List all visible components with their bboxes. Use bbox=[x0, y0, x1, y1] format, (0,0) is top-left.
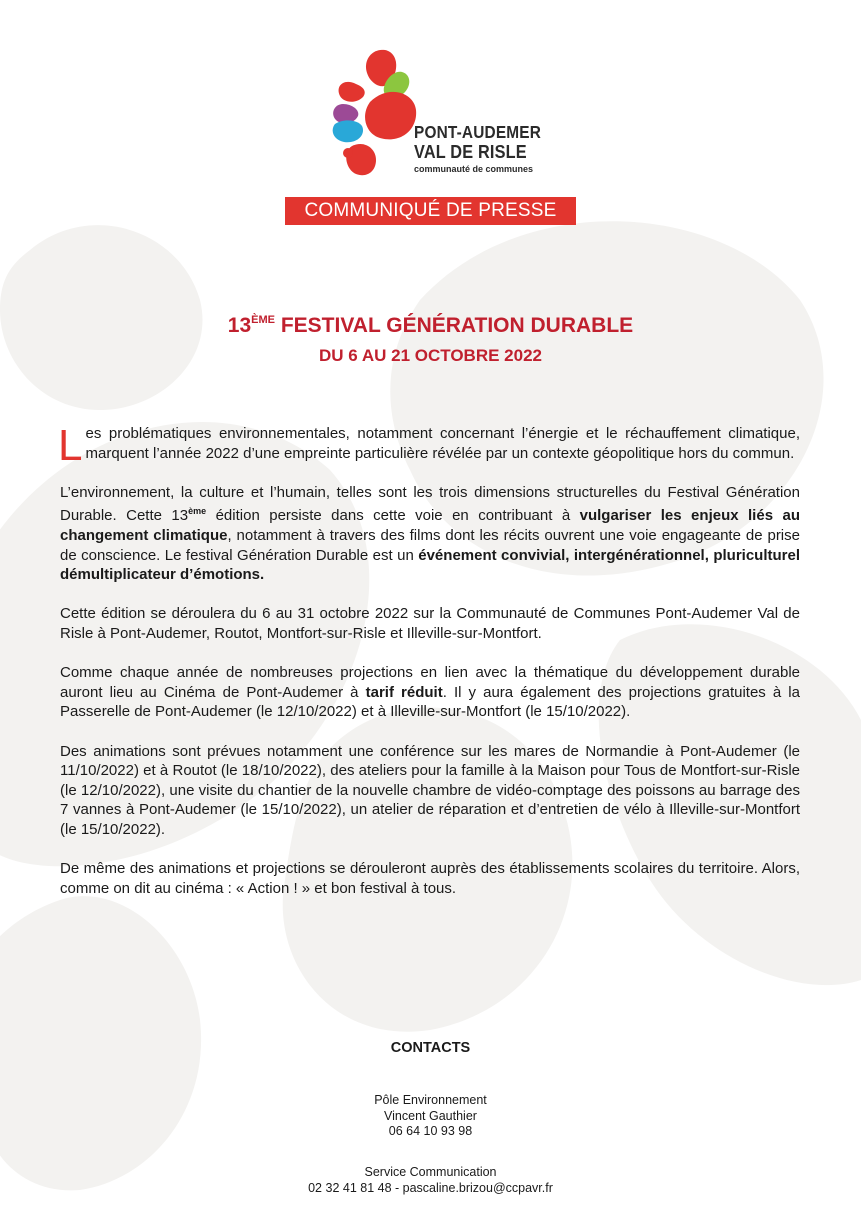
flower-petals-icon bbox=[330, 44, 420, 184]
press-release-banner: COMMUNIQUÉ DE PRESSE bbox=[285, 197, 576, 225]
emphasis-text: vulgariser les enjeux liés au changement climatique bbox=[60, 507, 800, 544]
festival-title bbox=[0, 314, 861, 338]
edition-suffix: ÈME bbox=[251, 314, 275, 326]
emphasis-text: événement convivial, intergénérationnel, pluriculturel démultiplicateur d’émotions. bbox=[60, 546, 801, 584]
paragraph-intro-text: es problématiques environnementales, notamment concernant l’énergie et le réchauffement climatique, marquent l’année 2022 d’une empreinte particulière révélée par un contexte géopolitique hors du commun. bbox=[85, 425, 800, 462]
paragraph-text: Comme chaque année de nombreuses projections en lien avec la thématique du développement durable auront lieu au Cinéma de Pont-Audemer à bbox=[60, 664, 800, 701]
contact-phone: 06 64 10 93 98 bbox=[388, 1124, 473, 1138]
ordinal-suffix: ème bbox=[188, 506, 207, 517]
logo-subtitle: communauté de communes bbox=[414, 164, 534, 174]
contact-communication bbox=[0, 1165, 861, 1196]
paragraph-intro bbox=[58, 421, 800, 470]
paragraph-screenings bbox=[60, 663, 800, 722]
contact-department: Service Communication bbox=[364, 1165, 497, 1179]
contact-person: Vincent Gauthier bbox=[384, 1108, 477, 1123]
festival-name: FESTIVAL GÉNÉRATION DURABLE bbox=[275, 314, 634, 337]
paragraph-dates-locations: Cette édition se déroulera du 6 au 31 octobre 2022 sur la Communauté de Communes Pont-Audemer Val de Risle à Pont-Audemer, Routot, Montfort-sur-Risle et Illeville-sur-Montfort. bbox=[60, 605, 800, 642]
paragraph-text: L’environnement, la culture et l’humain, telles sont les trois dimensions structurelles du Festival Génération Durable. Cette 13 bbox=[60, 483, 800, 525]
emphasis-text: tarif réduit bbox=[365, 683, 443, 701]
logo-text-line2: VAL DE RISLE bbox=[414, 141, 527, 162]
paragraph-activities: Des animations sont prévues notamment une conférence sur les mares de Normandie à Pont-Audemer (le 11/10/2022) et à Routot (le 18/10/2022), des ateliers pour la famille à la Maison pour Tous de Montfort-sur-Risle (le 12/10/2022), une visite du chantier de la nouvelle chambre de vidéo-comptage des poissons au barrage des 7 vannes à Pont-Audemer (le 15/10/2022), un atelier de réparation et d’entretien de vélo à Illeville-sur-Montfort (le 15/10/2022). bbox=[60, 742, 800, 838]
press-release-body bbox=[58, 421, 801, 918]
contacts-heading: CONTACTS bbox=[390, 1040, 471, 1056]
paragraph-text: , notamment à travers des films dont les récits ouvrent une voie engageante de prise de conscience. Le festival Génération Durable est un bbox=[60, 526, 800, 564]
edition-number: 13 bbox=[227, 314, 252, 337]
festival-dates: DU 6 AU 21 OCTOBRE 2022 bbox=[319, 346, 542, 365]
contact-phone-email: 02 32 41 81 48 - pascaline.brizou@ccpavr.fr bbox=[308, 1180, 553, 1195]
paragraph-closing: De même des animations et projections se dérouleront auprès des établissements scolaires du territoire. Alors, comme on dit au cinéma : « Action ! » et bon festival à tous. bbox=[60, 860, 800, 897]
paragraph-text: . Il y aura également des projections gratuites à la Passerelle de Pont-Audemer (le 12/10/2022) et à Illeville-sur-Montfort (le 15/10/2022). bbox=[60, 683, 800, 721]
contact-department: Pôle Environnement bbox=[374, 1093, 487, 1107]
contact-environment bbox=[0, 1093, 861, 1140]
paragraph-dimensions bbox=[60, 483, 800, 585]
logo-text-line1: PONT-AUDEMER bbox=[414, 122, 542, 142]
dropcap-letter: L bbox=[58, 421, 83, 470]
pont-audemer-logo bbox=[330, 44, 560, 184]
paragraph-text: édition persiste dans cette voie en contribuant à bbox=[206, 507, 580, 525]
